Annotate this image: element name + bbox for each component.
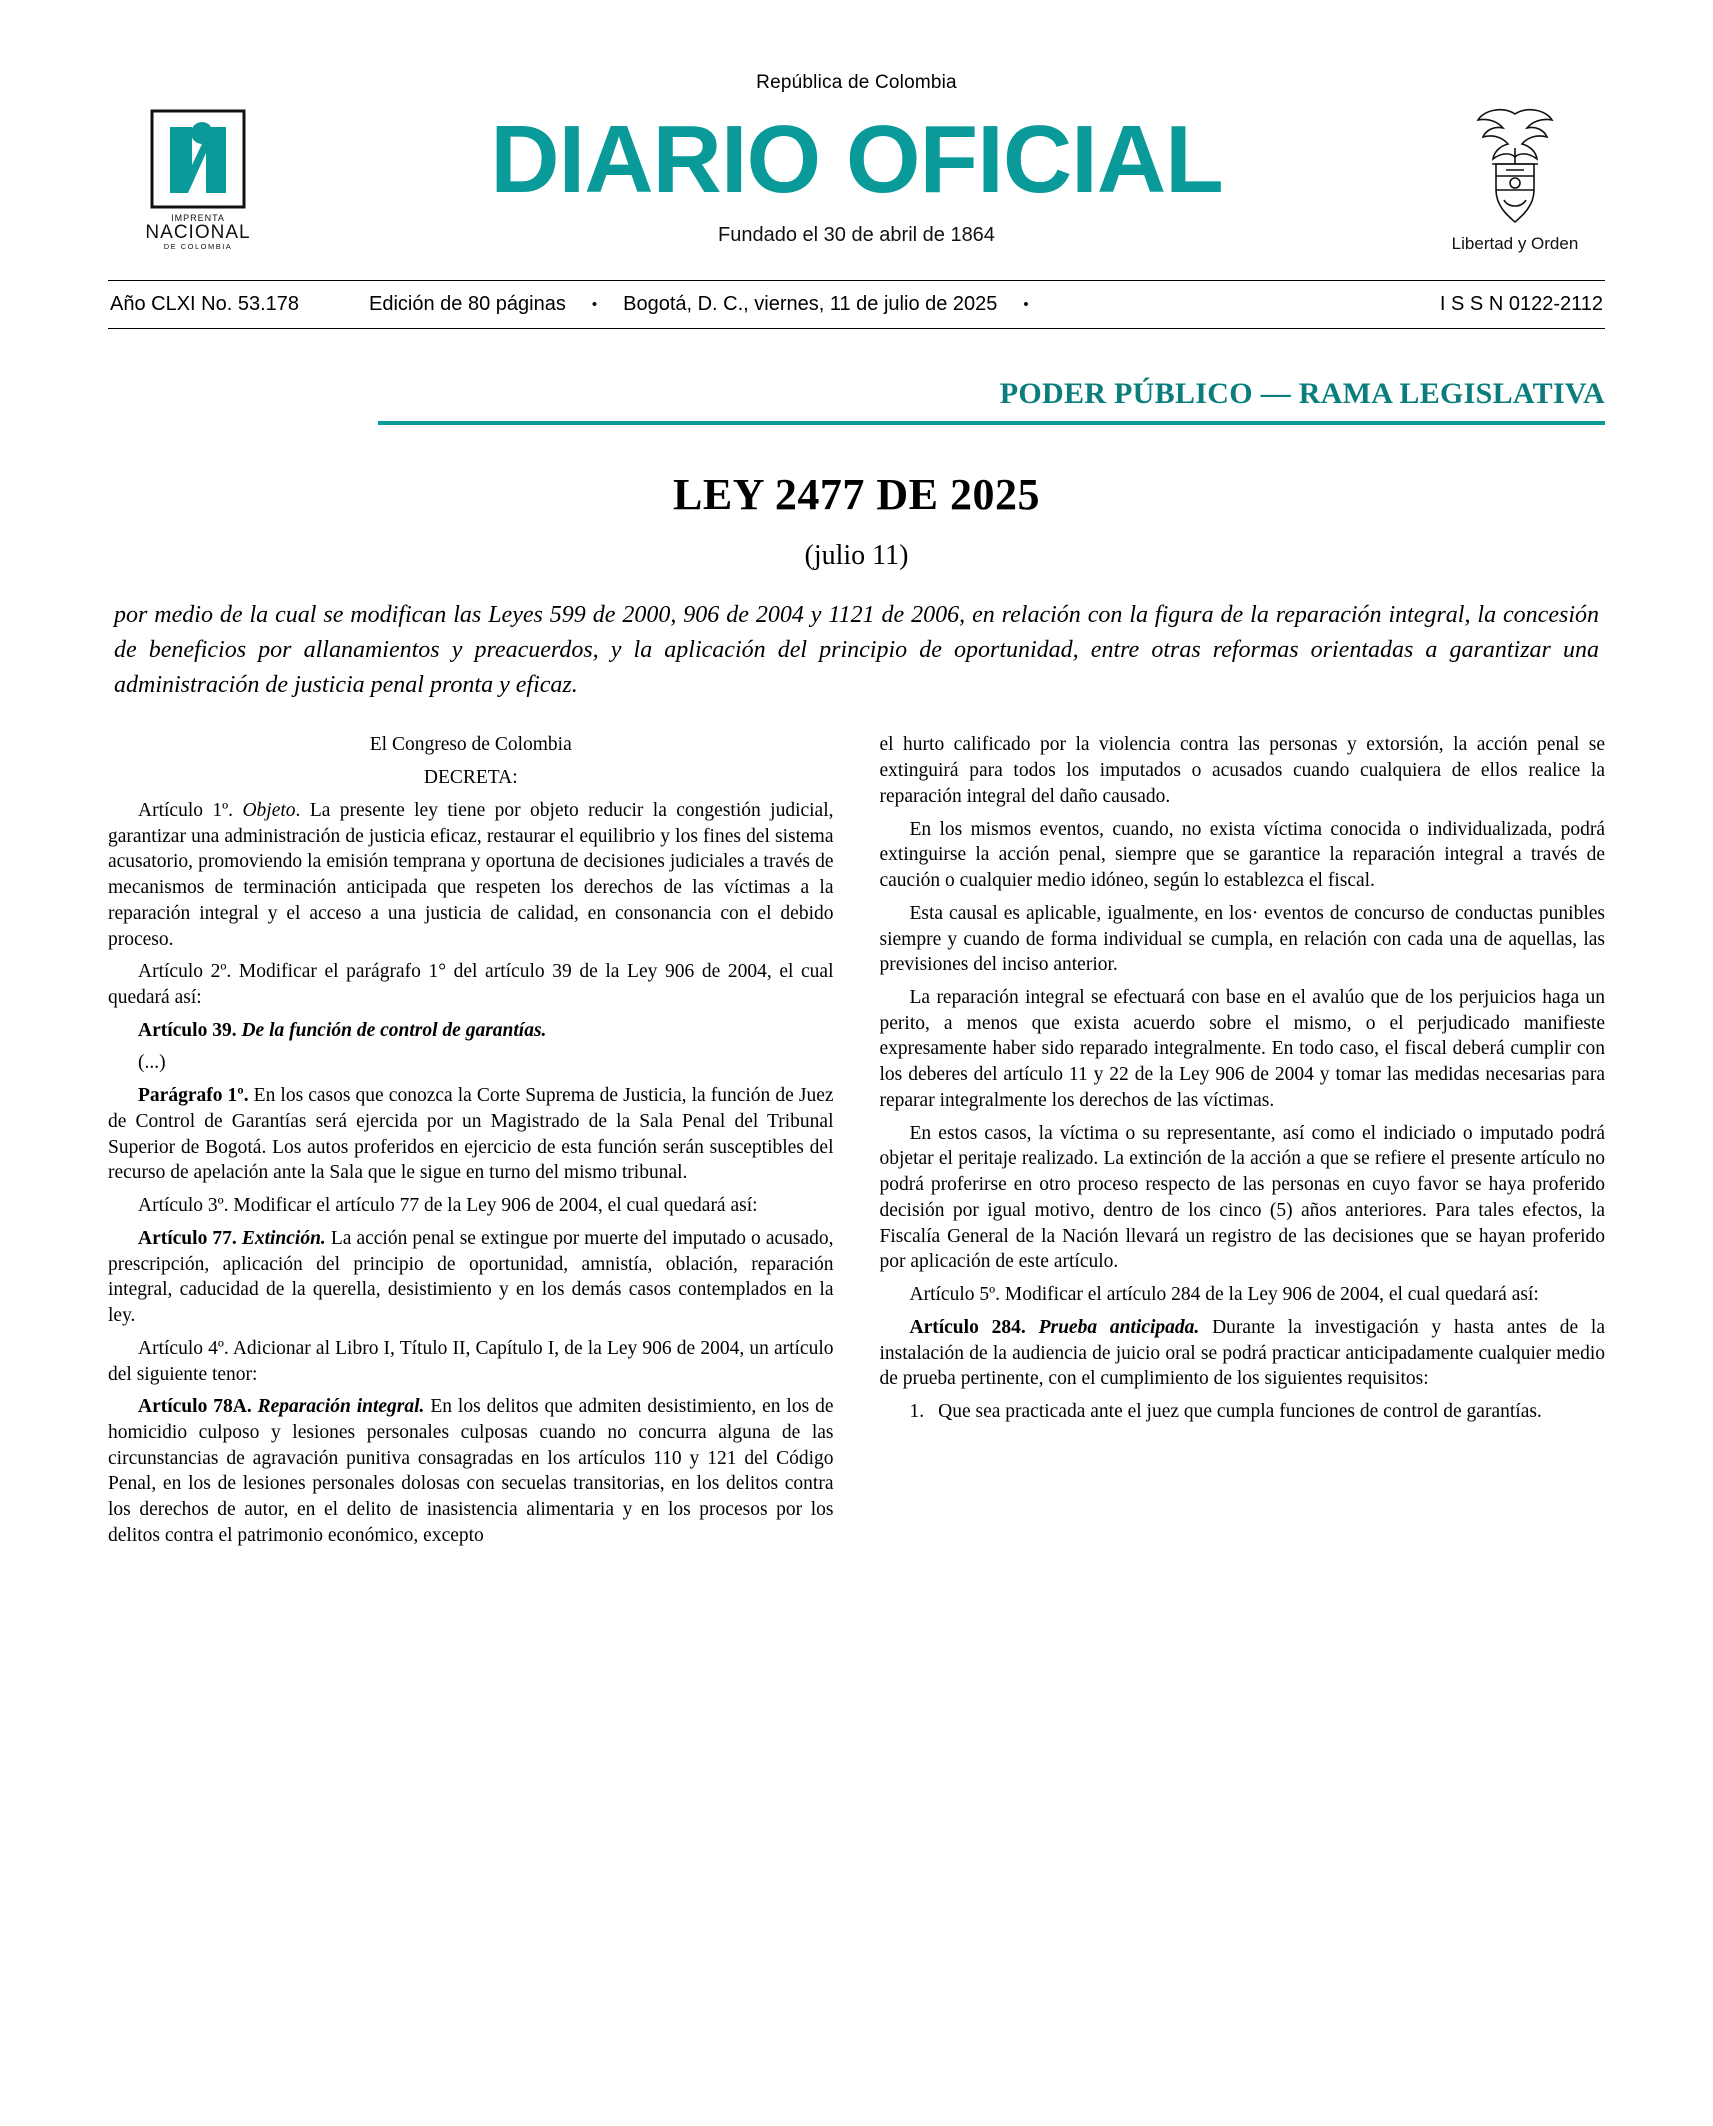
law-summary: por medio de la cual se modifican las Leyes 599 de 2000, 906 de 2004 y 1121 de 2006, en relación con la figura de la reparación integral, la concesión de beneficios por allanamientos y preacuerdos, y la aplicación del principio de oportunidad, entre otras reformas orientadas a garantizar una administración de justicia penal pronta y eficaz.	[114, 602, 1599, 698]
list-item-number: 1.	[909, 1401, 925, 1423]
issue-edition: Edición de 80 páginas	[369, 293, 566, 315]
paragraph-ellipsis: (...)	[138, 1052, 166, 1074]
de-colombia-label: DE COLOMBIA	[163, 242, 233, 251]
articulo-1-objeto: Objeto	[242, 799, 296, 821]
paragraph-articulo-4: Artículo 4º. Adicionar al Libro I, Título II, Capítulo I, de la Ley 906 de 2004, un artículo del siguiente tenor:	[108, 1337, 834, 1385]
imprenta-nacional-logo	[108, 107, 288, 251]
eagle-shield-icon	[1456, 104, 1574, 230]
issue-year: Año CLXI No. 53.178	[110, 293, 300, 315]
issue-bar	[108, 281, 1605, 328]
paragraph-articulo-3: Artículo 3º. Modificar el artículo 77 de la Ley 906 de 2004, el cual quedará así:	[138, 1195, 758, 1217]
masthead	[108, 104, 1605, 254]
republic-line: República de Colombia	[756, 72, 957, 93]
paragrafo-1-text: En los casos que conozca la Corte Suprema de Justicia, la función de Juez de Control de Garantías será ejercida por un Magistrado de la Sala Penal del Tribunal Superior de Bogotá. Los autos proferidos en ejercicio de esta función serán susceptibles del recurso de apelación ante la Sala que le sigue en turno del mismo tribunal.	[108, 1085, 834, 1184]
list-item	[910, 1399, 1606, 1425]
articulo-78a-title: Reparación integral.	[257, 1396, 425, 1418]
bullet-separator-1: •	[591, 296, 598, 313]
articulo-284-title: Prueba anticipada.	[1038, 1316, 1200, 1338]
issue-issn: I S S N 0122-2112	[1439, 293, 1603, 315]
right-paragraph-2: En los mismos eventos, cuando, no exista víctima conocida o individualizada, podrá extinguirse la acción penal, siempre que se garantice la reparación integral a través de caución o cualquier medio idóneo, según lo establezca el fiscal.	[879, 818, 1605, 892]
articulo-39-label: Artículo 39.	[138, 1019, 237, 1041]
articulo-284-text: Durante la investigación y hasta antes de la instalación de la audiencia de juicio oral se podrá practicar anticipadamente cualquier medio de prueba pertinente, con el cumplimiento de los siguientes requisitos:	[879, 1316, 1605, 1390]
paragraph-articulo-284	[880, 1315, 1606, 1392]
articulo-284-label: Artículo 284.	[909, 1316, 1026, 1338]
divider-bottom	[108, 328, 1605, 329]
paragraph-paragrafo-1	[108, 1083, 834, 1186]
list-item-text: Que sea practicada ante el juez que cumpla funciones de control de garantías.	[938, 1401, 1542, 1423]
bullet-separator-2: •	[1023, 296, 1029, 313]
paragraph-articulo-1	[108, 798, 834, 952]
congress-line: El Congreso de Colombia	[369, 734, 572, 756]
founded-line: Fundado el 30 de abril de 1864	[718, 223, 995, 246]
decreta-line: DECRETA:	[423, 767, 518, 789]
paragrafo-1-label: Parágrafo 1º.	[138, 1085, 249, 1107]
page-title: DIARIO OFICIAL	[490, 105, 1223, 213]
right-paragraph-1: el hurto calificado por la violencia contra las personas y extorsión, la acción penal se extinguirá para todos los imputados o acusados cuando cualquiera de ellos realice la reparación integral del daño causado.	[879, 734, 1605, 807]
articulo-1-text: . La presente ley tiene por objeto reducir la congestión judicial, garantizar una administración de justicia eficaz, restaurar el equilibrio y los fines del sistema acusatorio, promoviendo la emisión temprana y oportuna de decisiones judiciales a través de mecanismos de terminación anticipada que respeten los derechos de las víctimas a la reparación integral y el acceso a una justicia de calidad, en consonancia con el debido proceso.	[108, 799, 834, 950]
paragraph-articulo-5: Artículo 5º. Modificar el artículo 284 de la Ley 906 de 2004, el cual quedará así:	[909, 1284, 1539, 1306]
right-column	[880, 732, 1606, 1555]
articulo-78a-label: Artículo 78A.	[138, 1396, 252, 1418]
articulo-77-label: Artículo 77.	[138, 1227, 237, 1249]
body-columns	[108, 732, 1605, 1555]
section-accent-bar	[378, 421, 1605, 425]
section-header: PODER PÚBLICO — RAMA LEGISLATIVA	[999, 377, 1605, 410]
articulo-78a-text: En los delitos que admiten desistimiento, en los de homicidio culposo y lesiones personales culposas cuando no concurra alguna de las circunstancias de agravación punitiva consagradas en los artículos 110 y 121 del Código Penal, en los de lesiones personales dolosas con secuelas transitorias, en los delitos contra los derechos de autor, en el delito de inasistencia alimentaria y en los procesos por los delitos contra el patrimonio económico, excepto	[108, 1396, 834, 1546]
imprenta-logo-mark	[146, 107, 250, 211]
left-column	[108, 732, 834, 1555]
paragraph-articulo-77	[108, 1226, 834, 1329]
articulo-39-title: De la función de control de garantías.	[241, 1019, 547, 1041]
right-paragraph-5: En estos casos, la víctima o su representante, así como el indiciado o imputado podrá objetar el peritaje realizado. La extinción de la acción a que se refiere el presente artículo no podrá proferirse en otro proceso respecto de las personas en cuyo favor se haya proferido decisión por igual motivo, dentro de los cinco (5) años anteriores. Para tales efectos, la Fiscalía General de la Nación llevará un registro de las decisiones que se hayan proferido por aplicación de este artículo.	[879, 1122, 1605, 1273]
paragraph-articulo-39	[108, 1018, 834, 1044]
paragraph-articulo-78a	[108, 1394, 834, 1548]
paragraph-articulo-2: Artículo 2º. Modificar el parágrafo 1° del artículo 39 de la Ley 906 de 2004, el cual quedará así:	[108, 961, 834, 1008]
articulo-77-title: Extinción.	[241, 1227, 326, 1249]
requisitos-list	[880, 1399, 1606, 1425]
imprenta-label: IMPRENTA	[171, 213, 225, 223]
right-paragraph-3: Esta causal es aplicable, igualmente, en los· eventos de concurso de conductas punibles siempre y cuando de forma individual se cumpla, en relación con cada una de aquellas, las previsiones del inciso anterior.	[879, 902, 1605, 976]
articulo-1-label: Artículo 1º.	[138, 799, 234, 821]
law-title: LEY 2477 DE 2025	[673, 470, 1040, 519]
right-paragraph-4: La reparación integral se efectuará con base en el avalúo que de los perjuicios haga un perito, a menos que exista acuerdo sobre el mismo, o el perjudicado manifieste expresamente haber sido reparado integralmente. En todo caso, el fiscal deberá cumplir con los deberes del artículo 11 y 22 de la Ley 906 de 2004 y tomar las medidas necesarias para reparar integralmente los derechos de las víctimas.	[879, 987, 1605, 1111]
articulo-77-text: La acción penal se extingue por muerte del imputado o acusado, prescripción, aplicación del principio de oportunidad, amnistía, oblación, reparación integral, caducidad de la querella, desistimiento y en los demás casos contemplados en la ley.	[108, 1227, 834, 1327]
law-date: (julio 11)	[804, 540, 909, 571]
nacional-label: NACIONAL	[145, 222, 251, 243]
coat-of-arms-logo	[1425, 104, 1605, 254]
motto-label: Libertad y Orden	[1451, 234, 1579, 253]
issue-place-date: Bogotá, D. C., viernes, 11 de julio de 2025	[623, 293, 998, 315]
title-block	[288, 105, 1425, 247]
